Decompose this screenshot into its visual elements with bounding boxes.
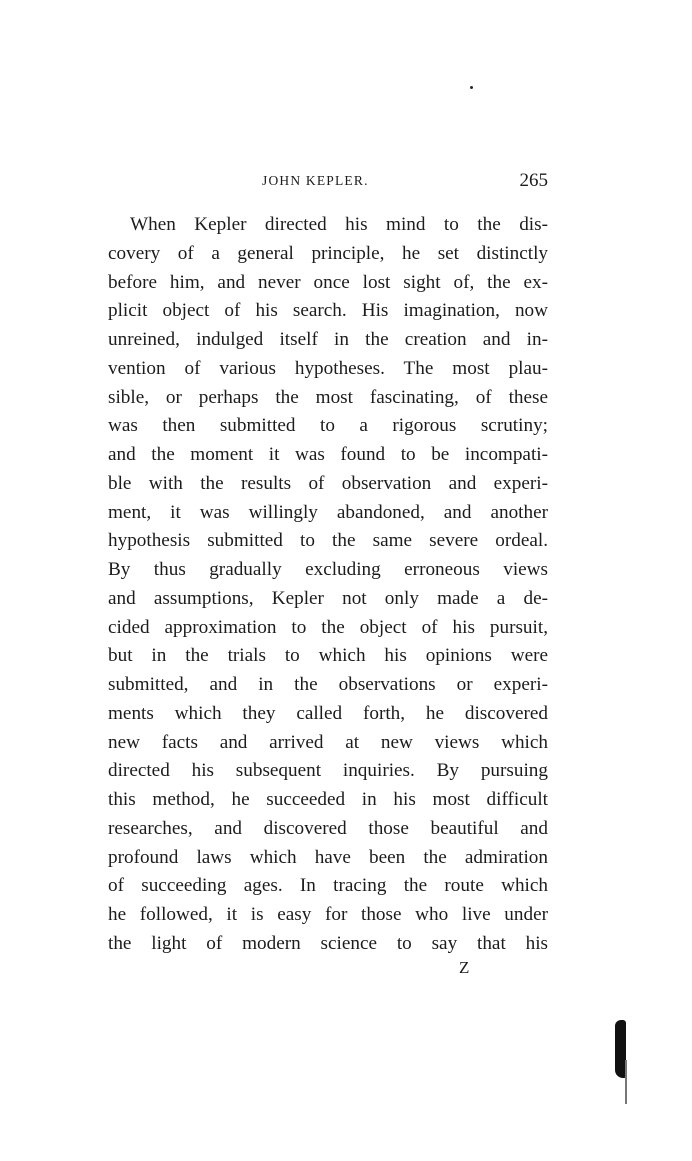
signature-mark: Z xyxy=(459,958,470,977)
text-line: new facts and arrived at new views which xyxy=(108,731,548,753)
text-line: profound laws which have been the admiration xyxy=(108,846,548,868)
text-line: before him, and never once lost sight of, the ex- xyxy=(108,271,548,293)
text-line: was then submitted to a rigorous scrutiny; xyxy=(108,415,548,437)
print-speck xyxy=(470,86,473,89)
text-line: covery of a general principle, he set distinctly xyxy=(108,242,548,264)
running-header xyxy=(108,170,548,194)
text-line: submitted, and in the observations or experi- xyxy=(108,674,548,695)
text-line: hypothesis submitted to the same severe ordeal. xyxy=(108,530,548,552)
scan-edge-mark xyxy=(615,1020,626,1078)
text-line: he followed, it is easy for those who live under xyxy=(108,904,548,925)
text-line: this method, he succeeded in his most difficult xyxy=(108,789,548,810)
text-line: of succeeding ages. In tracing the route which xyxy=(108,875,548,897)
text-line: ments which they called forth, he discovered xyxy=(108,702,548,724)
page-number: 265 xyxy=(519,170,548,191)
text-line: When Kepler directed his mind to the dis- xyxy=(130,214,548,235)
text-line: ble with the results of observation and experi- xyxy=(108,472,548,494)
text-line: vention of various hypotheses. The most plau- xyxy=(108,357,548,379)
text-line: unreined, indulged itself in the creation and in- xyxy=(108,329,548,350)
body-paragraph xyxy=(108,211,548,959)
text-line: and the moment it was found to be incompati- xyxy=(108,444,548,465)
text-line: and assumptions, Kepler not only made a de- xyxy=(108,587,548,609)
text-line: researches, and discovered those beautiful and xyxy=(108,817,548,839)
text-line: but in the trials to which his opinions were xyxy=(108,645,548,667)
running-title: JOHN KEPLER. xyxy=(262,173,369,188)
text-line: ment, it was willingly abandoned, and another xyxy=(108,501,548,523)
text-line: sible, or perhaps the most fascinating, of these xyxy=(108,386,548,408)
text-line: By thus gradually excluding erroneous views xyxy=(108,559,548,580)
text-line: plicit object of his search. His imagination, now xyxy=(108,300,548,322)
text-line: the light of modern science to say that his xyxy=(108,932,548,954)
text-line: cided approximation to the object of his pursuit, xyxy=(108,616,548,638)
text-line: directed his subsequent inquiries. By pursuing xyxy=(108,760,548,782)
